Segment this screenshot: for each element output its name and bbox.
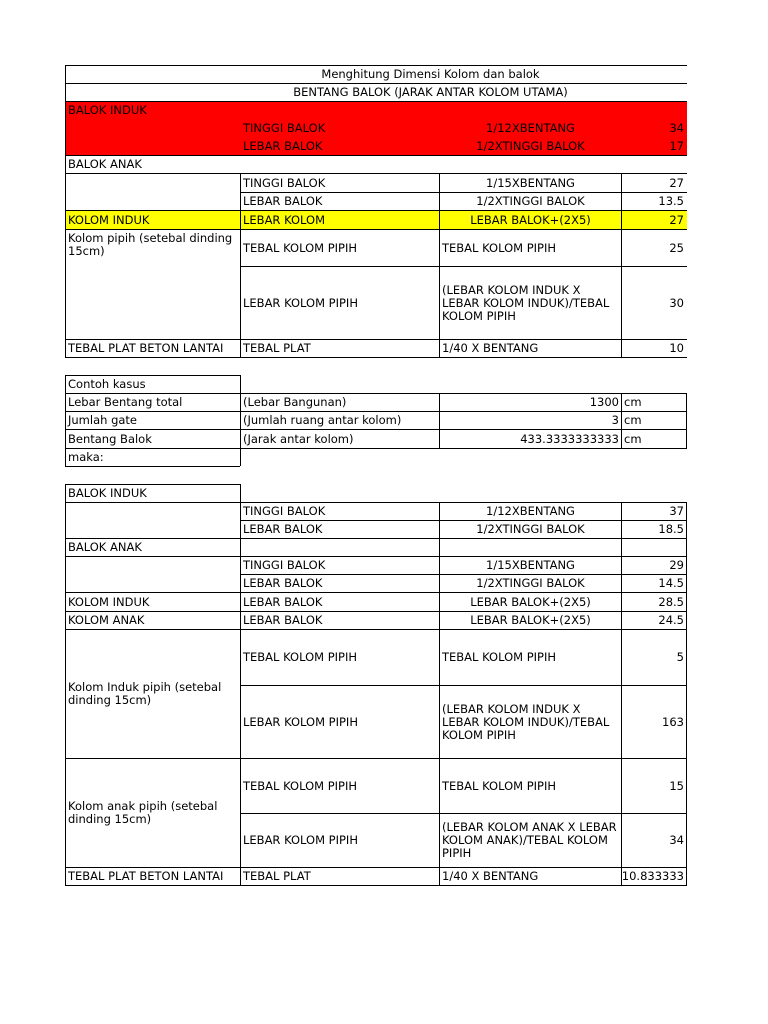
t2-induk-pipih-label: Kolom Induk pipih (setebal dinding 15cm) [68, 680, 222, 707]
t2-plat-formula: 1/40 X BENTANG [442, 869, 539, 883]
t2-anak-pipih-label: Kolom anak pipih (setebal dinding 15cm) [68, 799, 218, 826]
t2-row-formula: 1/12XBENTANG [486, 504, 575, 518]
case-row-value: 1300 [589, 395, 619, 409]
t2-kolom-induk-formula: LEBAR BALOK+(2X5) [470, 594, 591, 609]
t2-row-formula: 1/2XTINGGI BALOK [476, 522, 585, 536]
t2-kolom-anak-param: LEBAR BALOK [243, 613, 323, 627]
t2-kolom-induk-param: LEBAR BALOK [243, 594, 323, 609]
page-title: Menghitung Dimensi Kolom dan balok [321, 67, 540, 81]
case-row-desc: (Lebar Bangunan) [243, 395, 347, 409]
t2-anak-pipih-lebar-formula: (LEBAR KOLOM ANAK X LEBAR KOLOM ANAK)/TEBAL KOLOM PIPIH [442, 820, 617, 860]
case-row-label: Lebar Bentang total [68, 395, 183, 409]
t1-anak-lebar-formula: 1/2XTINGGI BALOK [476, 194, 585, 208]
t2-induk-pipih-lebar-value: 163 [662, 714, 684, 729]
t1-anak-lebar-label: LEBAR BALOK [243, 194, 323, 208]
t1-anak-lebar-value: 13.5 [658, 194, 684, 208]
t2-row-value: 37 [669, 504, 684, 518]
t2-induk-pipih-tebal-param: TEBAL KOLOM PIPIH [243, 650, 358, 664]
case-then-label: maka: [68, 450, 104, 464]
t1-balok-anak-label: BALOK ANAK [68, 157, 142, 171]
t2-row-param: TINGGI BALOK [243, 558, 326, 572]
t2-balok-anak-label: BALOK ANAK [68, 540, 142, 554]
case-row-value: 3 [611, 413, 619, 427]
t2-anak-pipih-lebar-value: 34 [669, 833, 684, 847]
t2-kolom-anak-label: KOLOM ANAK [68, 613, 145, 627]
case-row-unit: cm [624, 413, 642, 427]
t1-anak-tinggi-value: 27 [669, 175, 684, 190]
t1-tebal-kolom-pipih-label: TEBAL KOLOM PIPIH [243, 240, 358, 255]
t2-row-value: 29 [669, 558, 684, 572]
case-row-label: Jumlah gate [68, 413, 137, 427]
t2-kolom-induk-value: 28.5 [658, 594, 684, 609]
t2-anak-pipih-lebar-param: LEBAR KOLOM PIPIH [243, 833, 358, 847]
t1-tebal-kolom-pipih-value: 25 [669, 240, 684, 255]
t2-kolom-induk-label: KOLOM INDUK [68, 594, 150, 609]
t1-tebal-kolom-pipih-formula: TEBAL KOLOM PIPIH [442, 240, 557, 255]
t1-kolom-induk-label: KOLOM INDUK [68, 212, 150, 227]
t2-induk-pipih-tebal-value: 5 [676, 650, 684, 664]
t1-lebar-balok-label: LEBAR BALOK [243, 139, 323, 153]
t1-lebar-kolom-label: LEBAR KOLOM [243, 212, 326, 227]
t2-balok-induk-label: BALOK INDUK [68, 486, 147, 500]
case-row-unit: cm [624, 431, 642, 446]
t2-anak-pipih-tebal-value: 15 [669, 778, 684, 793]
t1-lebar-kolom-pipih-label: LEBAR KOLOM PIPIH [243, 295, 358, 310]
t1-lebar-balok-value: 17 [669, 139, 684, 153]
t1-anak-tinggi-label: TINGGI BALOK [243, 175, 326, 190]
t1-lebar-kolom-value: 27 [669, 212, 684, 227]
t1-plat-label: TEBAL PLAT BETON LANTAI [68, 341, 224, 355]
t2-row-param: LEBAR BALOK [243, 522, 323, 536]
t1-lebar-kolom-pipih-value: 30 [669, 295, 684, 310]
t2-induk-pipih-lebar-param: LEBAR KOLOM PIPIH [243, 714, 358, 729]
t2-row-value: 18.5 [658, 522, 684, 536]
case-row-desc: (Jarak antar kolom) [243, 431, 354, 446]
t1-balok-induk-label: BALOK INDUK [68, 103, 147, 117]
t1-tinggi-balok-value: 34 [669, 121, 684, 135]
t1-tebal-plat-value: 10 [669, 341, 684, 355]
t2-row-formula: 1/15XBENTANG [486, 558, 575, 572]
t2-anak-pipih-tebal-formula: TEBAL KOLOM PIPIH [442, 778, 557, 793]
page-subtitle: BENTANG BALOK (JARAK ANTAR KOLOM UTAMA) [293, 85, 568, 99]
t1-anak-tinggi-formula: 1/15XBENTANG [486, 175, 575, 190]
t1-kolom-pipih-label: Kolom pipih (setebal dinding 15cm) [68, 231, 233, 258]
t1-tinggi-balok-formula: 1/12XBENTANG [486, 121, 575, 135]
t2-induk-pipih-lebar-formula: (LEBAR KOLOM INDUK X LEBAR KOLOM INDUK)/TEBAL KOLOM PIPIH [442, 701, 610, 742]
case-row-desc: (Jumlah ruang antar kolom) [243, 413, 402, 427]
t2-kolom-anak-formula: LEBAR BALOK+(2X5) [470, 613, 591, 627]
case-title: Contoh kasus [68, 377, 146, 391]
t2-plat-label: TEBAL PLAT BETON LANTAI [68, 869, 224, 883]
t1-tebal-plat-label: TEBAL PLAT [243, 341, 311, 355]
t2-row-param: TINGGI BALOK [243, 504, 326, 518]
t2-row-formula: 1/2XTINGGI BALOK [476, 576, 585, 590]
t1-tebal-plat-formula: 1/40 X BENTANG [442, 341, 539, 355]
t1-lebar-kolom-formula: LEBAR BALOK+(2X5) [470, 212, 591, 227]
t2-plat-value: 10.833333 [622, 869, 684, 883]
t2-plat-param: TEBAL PLAT [243, 869, 311, 883]
t2-row-param: LEBAR BALOK [243, 576, 323, 590]
case-row-unit: cm [624, 395, 642, 409]
t2-anak-pipih-tebal-param: TEBAL KOLOM PIPIH [243, 778, 358, 793]
case-row-value: 433.3333333333 [520, 431, 619, 446]
t1-lebar-balok-formula: 1/2XTINGGI BALOK [476, 139, 585, 153]
t2-row-value: 14.5 [658, 576, 684, 590]
t2-induk-pipih-tebal-formula: TEBAL KOLOM PIPIH [442, 650, 557, 664]
case-row-label: Bentang Balok [68, 431, 152, 446]
t2-kolom-anak-value: 24.5 [658, 613, 684, 627]
t1-lebar-kolom-pipih-formula: (LEBAR KOLOM INDUK X LEBAR KOLOM INDUK)/TEBAL KOLOM PIPIH [442, 282, 610, 323]
t1-tinggi-balok-label: TINGGI BALOK [243, 121, 326, 135]
